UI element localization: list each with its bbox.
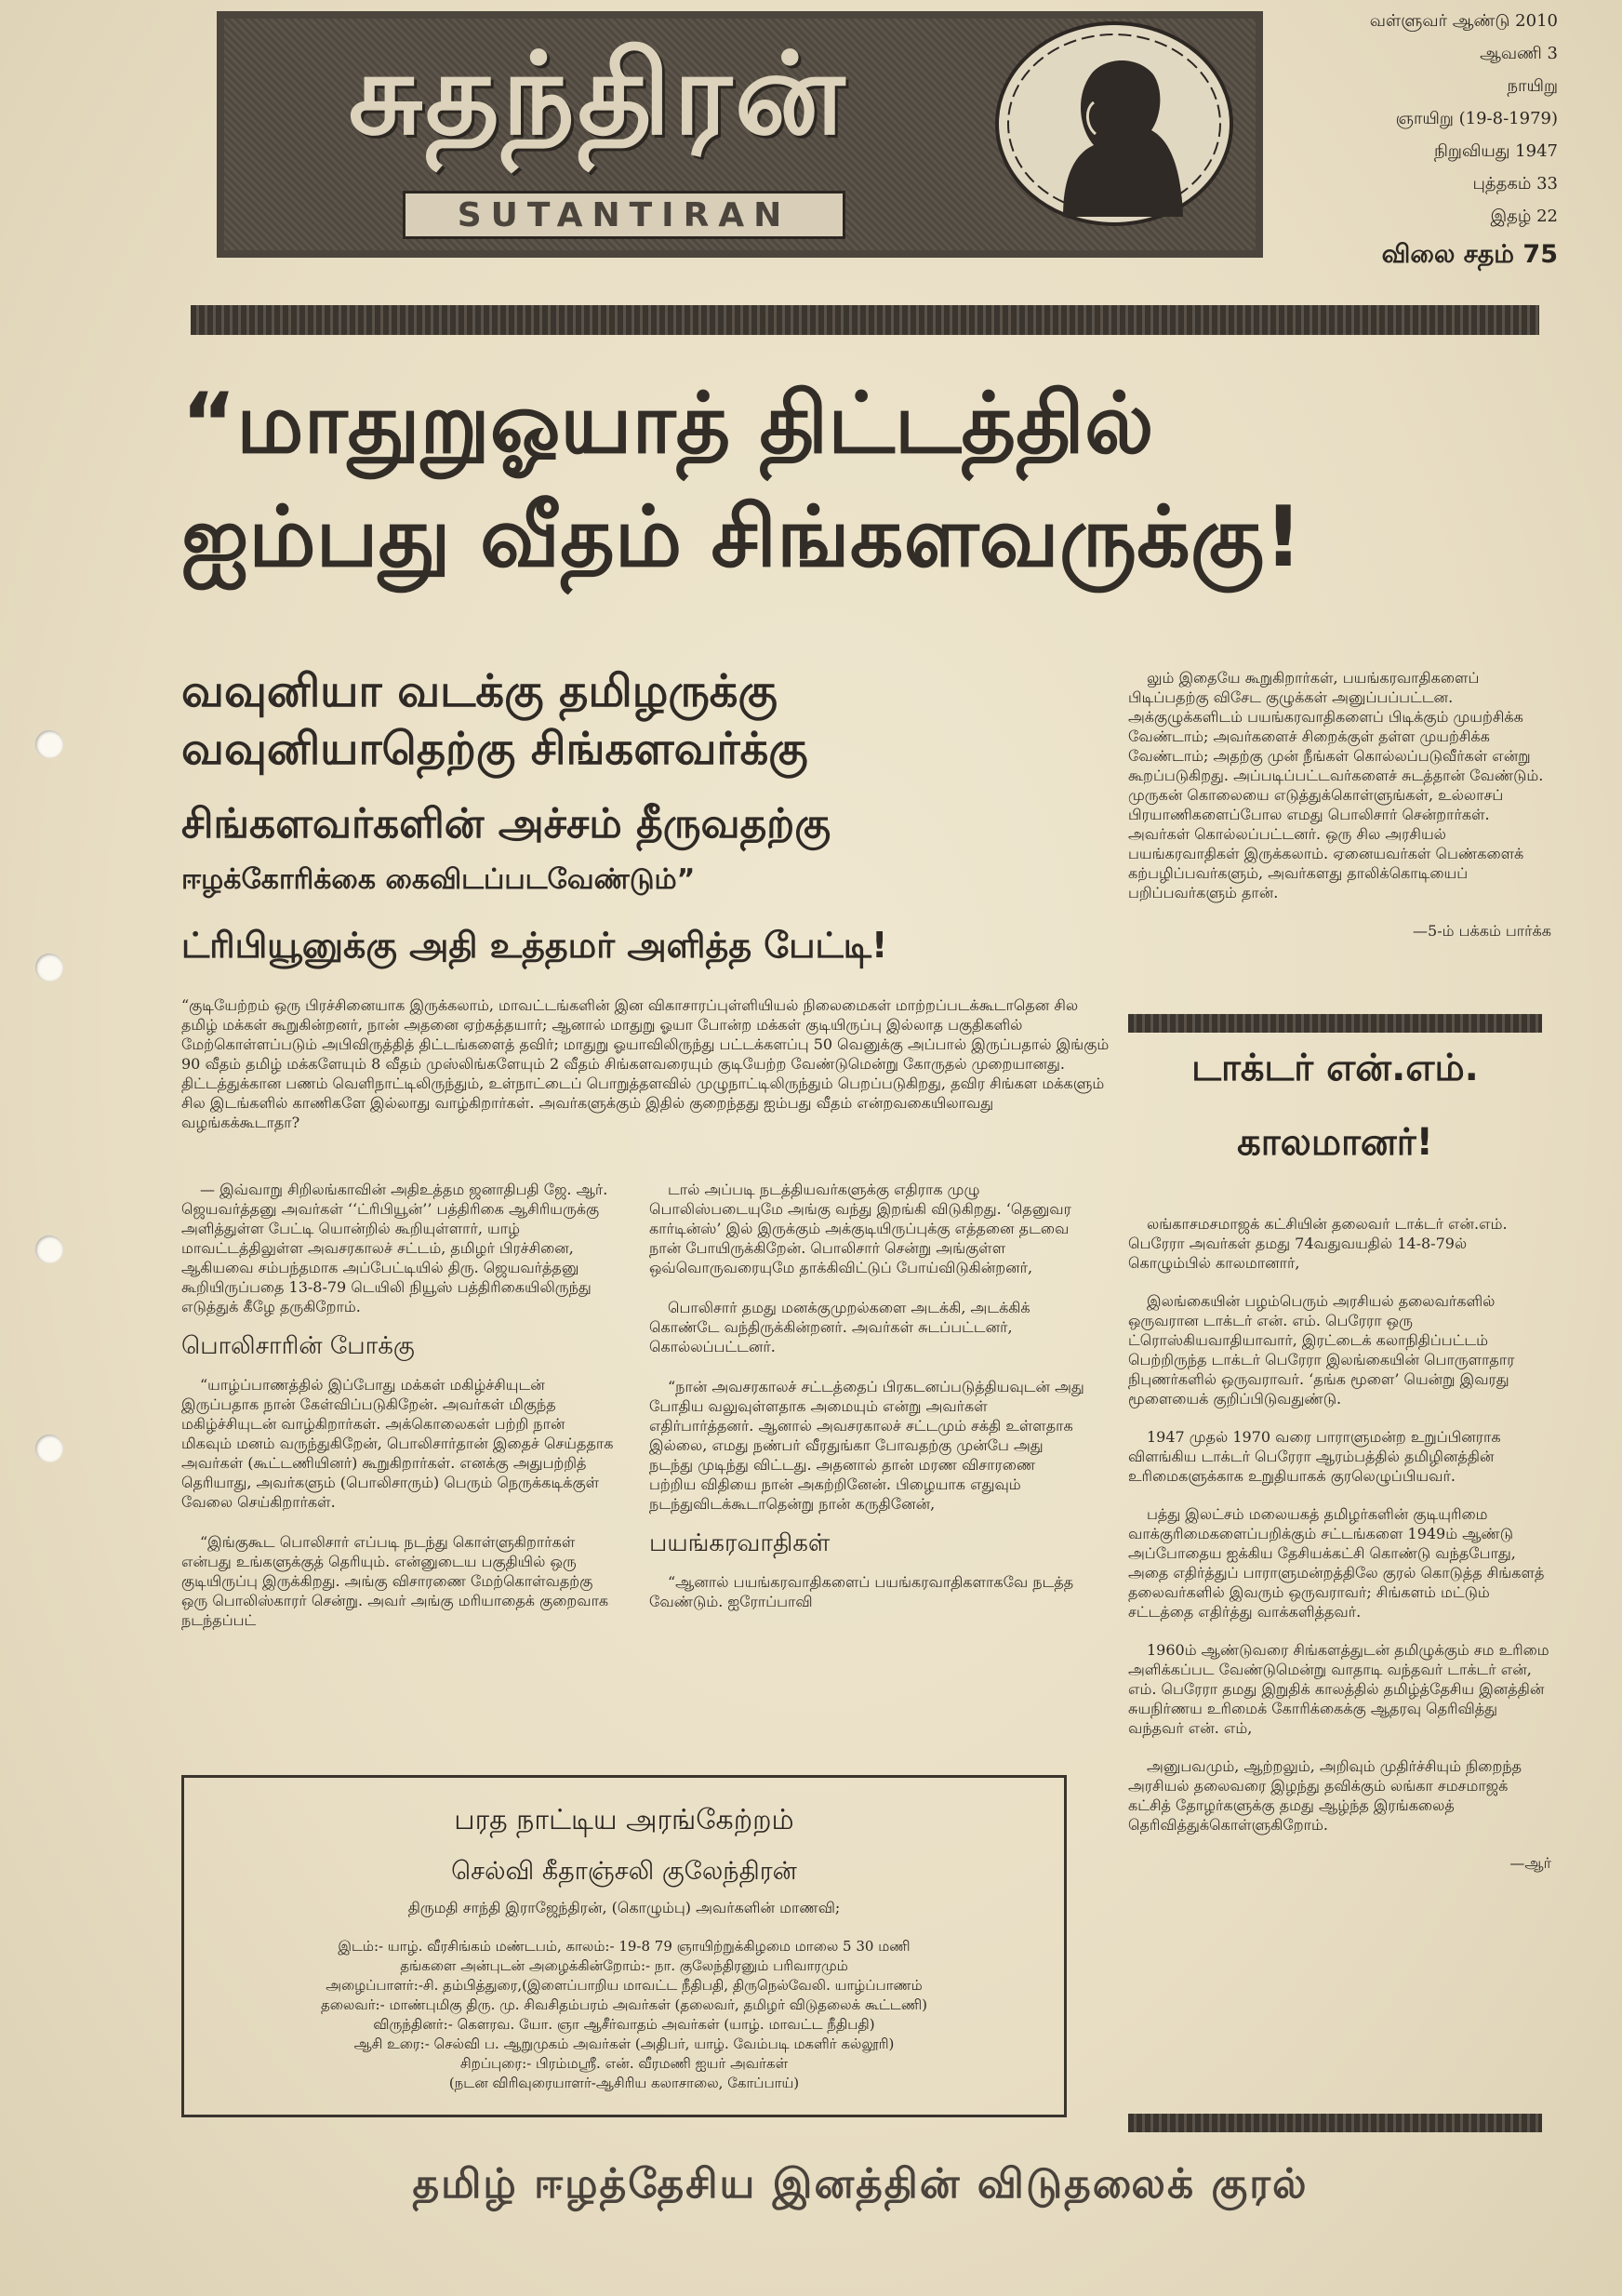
event-invite: தங்களை அன்புடன் அழைக்கின்றோம்:- நா. குலேந்திரனும் பரிவாரமும்	[400, 1957, 848, 1974]
headline-line-2: ஐம்பது வீதம் சிங்களவருக்கு!	[181, 488, 1303, 586]
punch-hole	[35, 954, 63, 981]
valluvar-year: வள்ளுவர் ஆண்டு 2010	[1369, 11, 1558, 31]
intro-paragraph: “குடியேற்றம் ஒரு பிரச்சினையாக இருக்கலாம், மாவட்டங்களின் இன விகாசாரப்புள்ளியியல் நிலைமைகள் மாற்றப்படக்கூடாதென சில தமிழ் மக்கள் கூறுகின்றனர், நான் அதனை ஏற்கத்தயார்; ஆனால் மாதுறு ஓயா போன்ற மக்கள் குடியிருப்பு இல்லாத பகுதிகளில் மேற்கொள்ளப்படும் அபிவிருத்தித் திட்டங்களைத் தவிர்; மாதுறு ஓயாவிலிருந்து பட்டக்களப்பு 50 வெனுக்கு அப்பால் இருப்பதால் இங்கும் 90 வீதம் தமிழ் மக்களேயும் 8 வீதம் முஸ்லிங்களேயும் 2 வீதம் சிங்களவரையும் குடியேற்ற வேண்டுமென்று கோருதல் முறையானது. திட்டத்துக்கான பணம் வெளிநாட்டிலிருந்தும், உள்நாட்டைப் பொறுத்தளவில் முழுநாட்டிலிருந்தும் பெறப்படுகிறது, தவிர சிங்கள மக்களும் சில இடங்களில் காணிகளே இல்லாது வாழ்கிறார்கள். அவர்களுக்கும் இதில் குறைந்தது ஐம்பது வீதம் என்றவகையிலாவது வழங்கக்கூடாதா?	[181, 996, 1110, 1131]
subheading-line-5: ட்ரிபியூனுக்கு அதி உத்தமர் அளித்த பேட்டி!	[181, 925, 888, 966]
paragraph: லும் இதையே கூறுகிறார்கள், பயங்கரவாதிகளைப் பிடிப்பதற்கு விசேட குழுக்கள் அனுப்பப்பட்டன. அக்குழுக்களிடம் பயங்கரவாதிகளைப் பிடிக்கும் முயற்சிக்க வேண்டாம்; அவர்களைச் சிறைக்குள் தள்ள முயற்சிக்க வேண்டாம்; அதற்கு முன் நீங்கள் கொல்லப்படுவீர்கள் என்று கூறப்படுகிறது. அப்படிப்பட்டவர்களைச் சுடத்தான் வேண்டும். முருகன் கொலையை எடுத்துக்கொள்ளுங்கள், உல்லாசப் பிரயாணிகளைப்போல எமது பொலிசார் சென்றார்கள். அவர்கள் கொல்லப்பட்டனர். ஒரு சில அரசியல் பயங்கரவாதிகள் இருக்கலாம். ஏனையவர்கள் பெண்களைக் கற்பழிப்பவர்களும், அவர்களது தாலிக்கொடியைப் பறிப்பவர்களும் தான்.	[1128, 669, 1544, 901]
price: விலை சதம் 75	[1381, 240, 1558, 269]
obituary-heading-line-1: டாக்டர் என்.எம்.	[1191, 1047, 1479, 1089]
issue-number: இதழ் 22	[1490, 207, 1558, 226]
masthead-roman-title: SUTANTIRAN	[403, 191, 845, 239]
event-title: பரத நாட்டிய அரங்கேற்றம்	[454, 1804, 794, 1836]
subheading-line-2: வவுனியாதெற்கு சிங்களவர்க்கு	[181, 723, 808, 775]
founded-year: நிறுவியது 1947	[1433, 141, 1558, 161]
portrait-emblem	[975, 17, 1254, 240]
event-guest: விருந்தினர்:- கௌரவ. யோ. ஞா ஆசீர்வாதம் அவர்கள் (யாழ். மாவட்ட நீதிபதி)	[373, 2016, 875, 2033]
subheading-1	[181, 662, 1111, 778]
volume-number: புத்தகம் 33	[1472, 174, 1558, 194]
paragraph: “யாழ்ப்பாணத்தில் இப்போது மக்கள் மகிழ்ச்சியுடன் இருப்பதாக நான் கேள்விப்படுகிறேன். அவர்கள் மிகுந்த மகிழ்ச்சியுடன் வாழ்கிறார்கள். அக்கொலைகள் பற்றி நான் மிகவும் மனம் வருந்துகிறேன், பொலிசார்தான் இதைச் செய்ததாக அவர்கள் (கூட்டணியினர்) கூறுகிறார்கள். எனக்கு அதுபற்றித் தெரியாது, அவர்களும் (பொலிசாரும்) பெரும் நெருக்கடிக்குள் வேலை செய்கிறார்கள்.	[181, 1376, 614, 1511]
article-continuation	[1128, 668, 1551, 941]
section-heading: பொலிசாரின் போக்கு	[181, 1332, 415, 1360]
subheading-line-1: வவுனியா வடக்கு தமிழருக்கு	[181, 665, 778, 717]
punch-hole	[35, 1235, 63, 1263]
event-details	[184, 1937, 1064, 2093]
event-blessing: ஆசி உரை:- செல்வி ப. ஆறுமுகம் அவர்கள் (அதிபர், யாழ். வேம்படி மகளிர் கல்லூரி)	[353, 2036, 895, 2052]
footer-slogan: தமிழ் ஈழத்தேசிய இனத்தின் விடுதலைக் குரல்	[412, 2160, 1309, 2208]
article-column-2	[649, 1180, 1086, 1632]
paragraph: டால் அப்படி நடத்தியவர்களுக்கு எதிராக முழு பொலிஸ்படையுமே அங்கு வந்து இறங்கி விடுகிறது. ‘தெனுவர கார்டின்ஸ்’ இல் இருக்கும் அக்குடியிருப்புக்கு எத்தனை தடவை நான் போயிருக்கிறேன். பொலிசார் சென்று அங்குள்ள ஒவ்வொருவரையுமே தாக்கிவிட்டுப் போய்விடுகின்றனர்,	[649, 1181, 1071, 1276]
obituary-heading-line-2: காலமானர்!	[1237, 1121, 1433, 1164]
month: ஆவணி 3	[1480, 44, 1558, 63]
paragraph: லங்காசமசமாஜக் கட்சியின் தலைவர் டாக்டர் என்.எம். பெரேரா அவர்கள் தமது 74வதுவயதில் 14-8-79ல் கொழும்பில் காலமானார்,	[1128, 1215, 1508, 1272]
event-special-note: (நடன விரிவுரையாளர்-ஆசிரிய கலாசாலை, கோப்பாய்)	[448, 2075, 800, 2091]
paragraph: இலங்கையின் பழம்பெரும் அரசியல் தலைவர்களில் ஒருவரான டாக்டர் என். எம். பெரேரா ஒரு ட்ரொஸ்கியவாதியாவார், இரட்டைக் கலாநிதிப்பட்டம் பெற்றிருந்த டாக்டர் பெரேரா இலங்கையின் பொருளாதார நிபுணர்களில் ஒருவராவர். ‘தங்க மூளை’ யென்று இவரது மூளையைக் குறிப்பிடுவதுண்டு.	[1128, 1292, 1515, 1408]
continued-on-page: —5-ம் பக்கம் பார்க்க	[1413, 922, 1551, 940]
issue-info	[1288, 5, 1558, 233]
author-signature: —ஆர்	[1509, 1854, 1551, 1872]
paragraph: அனுபவமும், ஆற்றலும், அறிவும் முதிர்ச்சியும் நிறைந்த அரசியல் தலைவரை இழந்து தவிக்கும் லங்கா சமசமாஜக் கட்சித் தோழர்களுக்கு தமது ஆழ்ந்த இரங்கலைத் தெரிவித்துக்கொள்ளுகிறோம்.	[1128, 1757, 1522, 1834]
paragraph: 1960ம் ஆண்டுவரை சிங்களத்துடன் தமிழுக்கும் சம உரிமை அளிக்கப்பட வேண்டுமென்று வாதாடி வந்தவர் டாக்டர் என், எம். பெரேரா தமது இறுதிக் காலத்தில் தமிழ்த்தேசிய இனத்தின் சுயநிர்ணய உரிமைக் கோரிக்கைக்கு ஆதரவு தெரிவித்து வந்தவர் என். எம்,	[1128, 1641, 1549, 1737]
punch-hole	[35, 1435, 63, 1462]
subheading-line-4: ஈழக்கோரிக்கை கைவிடப்படவேண்டும்”	[181, 863, 696, 896]
paragraph: “ஆனால் பயங்கரவாதிகளைப் பயங்கரவாதிகளாகவே நடத்த வேண்டும். ஐரோப்பாவி	[649, 1573, 1074, 1610]
paragraph: 1947 முதல் 1970 வரை பாராளுமன்ற உறுப்பினராக விளங்கிய டாக்டர் பெரேரா ஆரம்பத்தில் தமிழினத்தின் உரிமைகளுக்காக உறுதியாகக் குரலெழுப்பியவர்.	[1128, 1428, 1501, 1485]
weekday: நாயிறு	[1507, 76, 1558, 96]
obituary-article	[1128, 1214, 1551, 1873]
event-chair: தலைவர்:- மாண்புமிகு திரு. மு. சிவசிதம்பரம் அவர்கள் (தலைவர், தமிழர் விடுதலைக் கூட்டணி)	[320, 1996, 928, 2013]
headline-line-1: “மாதுறுஓயாத் திட்டத்தில்	[181, 375, 1154, 473]
paragraph: “இங்குகூட பொலிசார் எப்படி நடந்து கொள்ளுகிறார்கள் என்பது உங்களுக்குத் தெரியும். என்னுடைய பகுதியில் ஒரு குடியிருப்பு இருக்கிறது. அங்கு விசாரணை மேற்கொள்வதற்கு ஒரு பொலிஸ்காரர் சென்று. அவர் அங்கு மரியாதைக் குறைவாக நடந்தப்பட்	[181, 1533, 609, 1629]
event-special: சிறப்புரை:- பிரம்மஸ்ரீ. என். வீரமணி ஐயர் அவர்கள்	[459, 2055, 789, 2072]
masthead-title: சுதந்திரன்	[348, 28, 848, 160]
paragraph: — இவ்வாறு சிறிலங்காவின் அதிஉத்தம ஜனாதிபதி ஜே. ஆர். ஜெயவர்த்தனு அவர்கள் ‘‘ட்ரிபியூன்’’ பத்திரிகை ஆசிரியருக்கு அளித்துள்ள பேட்டி யொன்றில் கூறியுள்ளார், யாழ் மாவட்டத்திலுள்ள அவசரகாலச் சட்டம், தமிழர் பிரச்சினை, ஆகியவை சம்பந்தமாக அப்பேட்டியில் திரு. ஜெயவர்த்தனு கூறியிருப்பதை 13-8-79 டெயிலி நியூஸ் பத்திரிகையிலிருந்து எடுத்துக் கீழே தருகிறோம்.	[181, 1181, 608, 1315]
performer-teacher: திருமதி சாந்தி இராஜேந்திரன், (கொழும்பு) அவர்களின் மாணவி;	[407, 1899, 841, 1916]
paragraph: “நான் அவசரகாலச் சட்டத்தைப் பிரகடனப்படுத்தியவுடன் அது போதிய வலுவுள்ளதாக அமையும் என்று அவர்கள் எதிர்பார்த்தனர். ஆனால் அவசரகாலச் சட்டமும் சக்தி உள்ளதாக இல்லை, எமது நண்பர் வீரதுங்கா போவதற்கு முன்பே அது நடந்து முடிந்து விட்டது. அதனால் தான் மரண விசாரணை பற்றிய விதியை நான் அகற்றினேன். பிழையாக எதுவும் நடந்துவிடக்கூடாதென்று நான் கருதினேன்,	[649, 1378, 1084, 1513]
performer-name: செல்வி கீதாஞ்சலி குலேந்திரன்	[451, 1857, 797, 1886]
issue-date: ஞாயிறு (19-8-1979)	[1395, 109, 1558, 128]
subheading-line-3: சிங்களவர்களின் அச்சம் தீருவதற்கு	[181, 800, 831, 848]
main-headline	[181, 367, 1558, 594]
top-rule	[191, 305, 1539, 335]
subheading-2	[181, 796, 1111, 908]
article-column-1	[181, 1180, 618, 1650]
paragraph: பத்து இலட்சம் மலையகத் தமிழர்களின் குடியுரிமை வாக்குரிமைகளைப்பறிக்கும் சட்டங்களை 1949ம் ஆண்டு அப்போதைய ஐக்கிய தேசியக்கட்சி கொண்டு வந்தபோது, அதை எதிர்த்துப் பாராளுமன்றத்திலே குரல் கொடுத்த சிங்களத் தலைவர்களில் இவரும் ஒருவராவர்; சிங்களம் மட்டும் சட்டத்தை எதிர்த்து வாக்களித்தவர்.	[1128, 1505, 1545, 1621]
section-heading: பயங்கரவாதிகள்	[649, 1529, 831, 1557]
bottom-right-rule	[1128, 2114, 1542, 2132]
paragraph: பொலிசார் தமது மனக்குமுறல்களை அடக்கி, அடக்கிக் கொண்டே வந்திருக்கின்றனர். அவர்கள் சுடப்பட்டனர், கொல்லப்பட்டனர்.	[649, 1299, 1030, 1355]
masthead	[217, 11, 1263, 258]
event-venue: இடம்:- யாழ். வீரசிங்கம் மண்டபம், காலம்:- 19-8 79 ஞாயிற்றுக்கிழமை மாலை 5 30 மணி	[338, 1938, 911, 1955]
event-announcement	[181, 1775, 1067, 2117]
punch-hole	[35, 730, 63, 758]
obituary-heading	[1128, 1021, 1542, 1198]
event-caller: அழைப்பாளர்:-சி. தம்பித்துரை,(இளைப்பாறிய மாவட்ட நீதிபதி, திருநெல்வேலி. யாழ்ப்பாணம்	[326, 1977, 923, 1994]
